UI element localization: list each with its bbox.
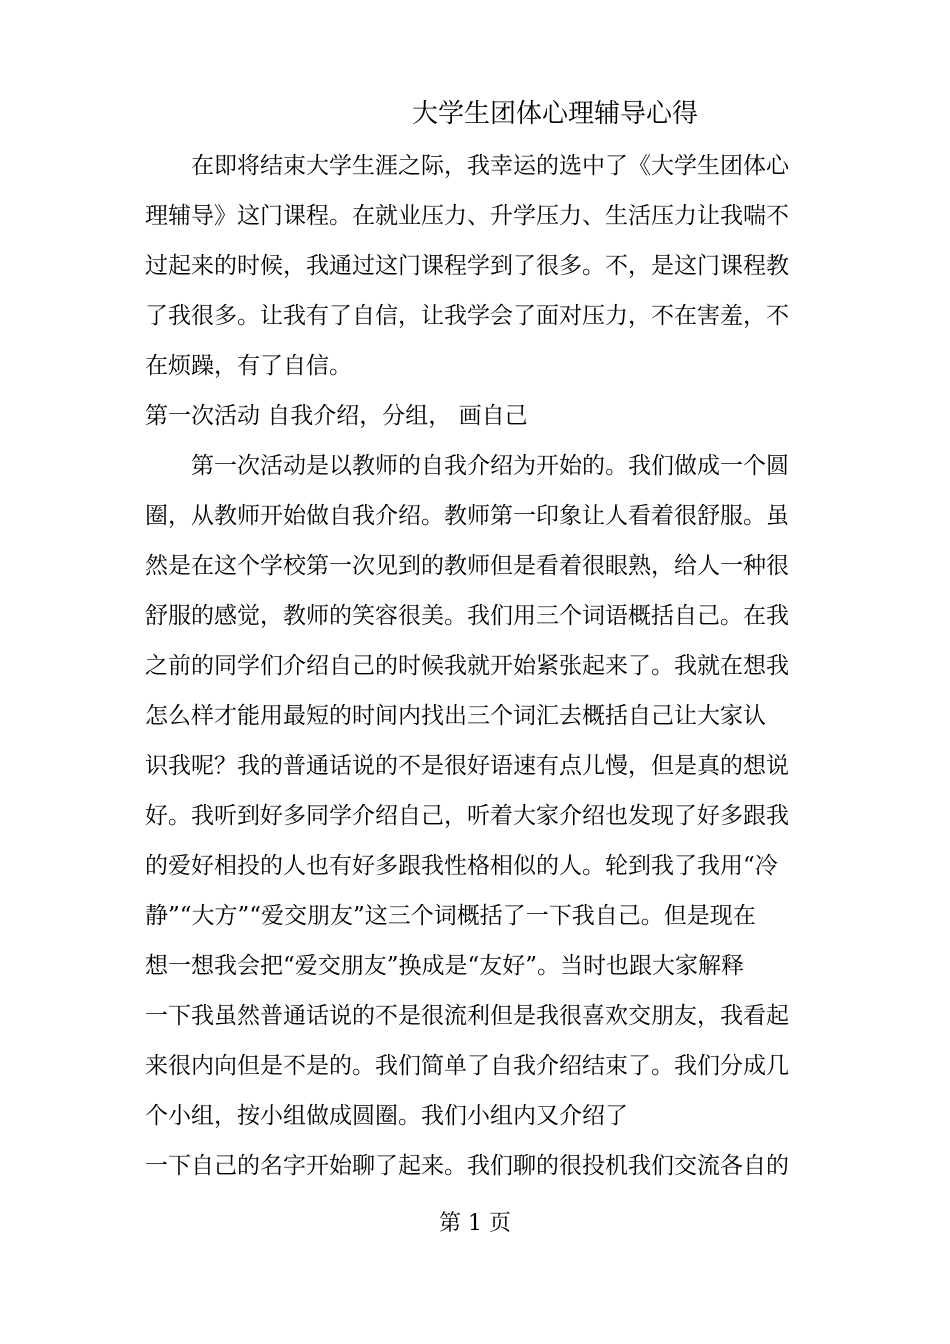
text-line: 圈，从教师开始做自我介绍。教师第一印象让人看着很舒服。虽 <box>145 503 789 529</box>
text-line: 静”“大方”“爱交朋友”这三个词概括了一下我自己。但是现在 <box>145 903 756 929</box>
text-line: 一下自己的名字开始聊了起来。我们聊的很投机我们交流各自的 <box>145 1153 789 1179</box>
text-line: 之前的同学们介绍自己的时候我就开始紧张起来了。我就在想我 <box>145 653 789 679</box>
text-line: 的爱好相投的人也有好多跟我性格相似的人。轮到我了我用“冷 <box>145 853 778 879</box>
page-number: 第 1 页 <box>439 1211 511 1236</box>
text-line: 在烦躁，有了自信。 <box>145 353 352 379</box>
text-line: 过起来的时候，我通过这门课程学到了很多。不，是这门课程教 <box>145 253 789 279</box>
text-line: 理辅导》这门课程。在就业压力、升学压力、生活压力让我喘不 <box>145 203 789 229</box>
text-line: 在即将结束大学生涯之际，我幸运的选中了《大学生团体心 <box>145 153 789 179</box>
text-line: 然是在这个学校第一次见到的教师但是看着很眼熟，给人一种很 <box>145 553 789 579</box>
text-line: 第一次活动是以教师的自我介绍为开始的。我们做成一个圆 <box>145 453 789 479</box>
text-line: 了我很多。让我有了自信，让我学会了面对压力，不在害羞，不 <box>145 303 789 329</box>
text-line: 识我呢？我的普通话说的不是很好语速有点儿慢，但是真的想说 <box>145 753 789 779</box>
section-heading: 第一次活动 自我介绍，分组， 画自己 <box>145 403 528 429</box>
document-title: 大学生团体心理辅导心得 <box>411 99 698 129</box>
text-line: 想一想我会把“爱交朋友”换成是“友好”。当时也跟大家解释 <box>145 953 745 979</box>
text-line: 怎么样才能用最短的时间内找出三个词汇去概括自己让大家认 <box>145 703 766 729</box>
text-line: 好。我听到好多同学介绍自己，听着大家介绍也发现了好多跟我 <box>145 803 789 829</box>
text-line: 一下我虽然普通话说的不是很流利但是我很喜欢交朋友，我看起 <box>145 1003 789 1029</box>
text-line: 个小组，按小组做成圆圈。我们小组内又介绍了 <box>145 1103 628 1129</box>
text-line: 来很内向但是不是的。我们简单了自我介绍结束了。我们分成几 <box>145 1053 789 1079</box>
text-line: 舒服的感觉，教师的笑容很美。我们用三个词语概括自己。在我 <box>145 603 789 629</box>
